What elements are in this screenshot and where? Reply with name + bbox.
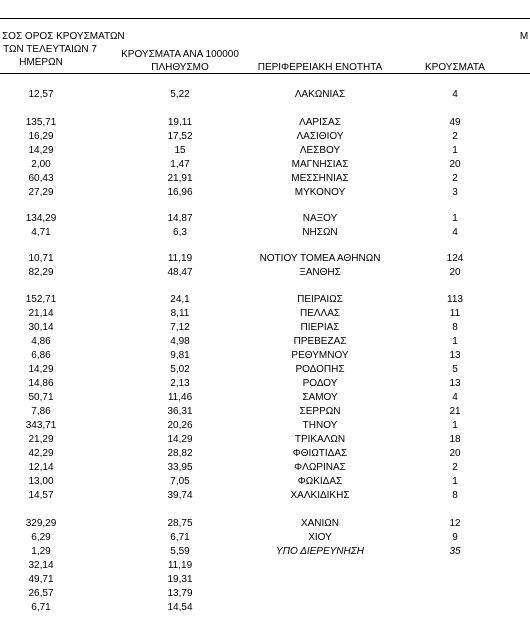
regional-unit-name: ΤΡΙΚΑΛΩΝ	[294, 434, 346, 445]
per100k-value: 11,19	[167, 253, 193, 264]
cases-value: 1	[452, 476, 458, 487]
regional-unit-name: ΡΕΘΥΜΝΟΥ	[291, 350, 349, 361]
per100k-value: 19,11	[167, 117, 193, 128]
avg-value: 1,29	[31, 546, 51, 557]
per100k-value: 4,98	[170, 336, 190, 347]
regional-unit-name: ΛΑΡΙΣΑΣ	[299, 117, 341, 128]
cases-value	[420, 587, 490, 600]
per100k-value: 17,52	[167, 131, 193, 142]
regional-unit-name	[250, 573, 390, 586]
cases-value: 3	[452, 187, 458, 198]
cases-value	[420, 559, 490, 572]
regional-unit-name: ΤΗΝΟΥ	[302, 420, 338, 431]
cases-value: 20	[449, 448, 461, 459]
header-per100k-line2: ΠΛΗΘΥΣΜΟ	[151, 62, 209, 73]
regional-unit-name: ΜΥΚΟΝΟΥ	[294, 187, 346, 198]
cases-value: 11	[449, 308, 461, 319]
regional-unit-name: ΝΑΞΟΥ	[302, 213, 338, 224]
per100k-value: 6,71	[170, 532, 190, 543]
regional-unit-name: ΡΟΔΟΠΗΣ	[295, 364, 345, 375]
per100k-value: 2,13	[170, 378, 190, 389]
avg-value: 14,29	[28, 364, 54, 375]
regional-unit-name: ΛΕΣΒΟΥ	[299, 145, 341, 156]
header-edge-letter: Μ	[519, 31, 529, 42]
avg-value: 343,71	[25, 420, 57, 431]
per100k-value: 5,22	[170, 89, 190, 100]
cases-value: 5	[452, 364, 458, 375]
regional-unit-name: ΦΛΩΡΙΝΑΣ	[294, 462, 346, 473]
header-avg-line1: ΣΟΣ ΟΡΟΣ ΚΡΟΥΣΜΑΤΩΝ	[2, 31, 125, 42]
avg-value: 60,43	[28, 173, 54, 184]
per100k-value: 16,96	[167, 187, 193, 198]
avg-value: 50,71	[28, 392, 54, 403]
header-per100k-line1: ΚΡΟΥΣΜΑΤΑ ΑΝΑ 100000	[121, 49, 239, 60]
header-avg-line3: ΗΜΕΡΩΝ	[19, 57, 63, 68]
cases-value: 2	[452, 131, 458, 142]
cases-value: 20	[449, 159, 461, 170]
avg-value: 14,29	[28, 145, 54, 156]
regional-unit-name: ΦΘΙΩΤΙΔΑΣ	[292, 448, 348, 459]
per100k-value: 11,46	[167, 392, 193, 403]
per100k-value: 5,02	[170, 364, 190, 375]
per100k-value: 39,74	[167, 490, 193, 501]
avg-value: 27,29	[28, 187, 54, 198]
header-cases: ΚΡΟΥΣΜΑΤΑ	[425, 62, 485, 73]
header-rule	[0, 73, 530, 74]
avg-value: 134,29	[25, 213, 57, 224]
avg-value: 152,71	[25, 294, 57, 305]
regional-unit-name: ΧΑΛΚΙΔΙΚΗΣ	[290, 490, 350, 501]
avg-value: 42,29	[28, 448, 54, 459]
cases-value: 35	[449, 546, 461, 557]
cases-value: 2	[452, 462, 458, 473]
regional-unit-name: ΡΟΔΟΥ	[302, 378, 338, 389]
cases-value: 13	[449, 378, 461, 389]
per100k-value: 13,79	[167, 588, 193, 599]
cases-value: 4	[452, 392, 458, 403]
avg-value: 21,14	[28, 308, 54, 319]
header-regional-unit: ΠΕΡΙΦΕΡΕΙΑΚΗ ΕΝΟΤΗΤΑ	[257, 62, 383, 73]
per100k-value: 28,82	[167, 448, 193, 459]
avg-value: 7,86	[31, 406, 51, 417]
avg-value: 14,86	[28, 378, 54, 389]
per100k-value: 36,31	[167, 406, 193, 417]
cases-value: 1	[452, 213, 458, 224]
avg-value: 329,29	[25, 518, 57, 529]
avg-value: 30,14	[28, 322, 54, 333]
cases-value: 9	[452, 532, 458, 543]
avg-value: 12,14	[28, 462, 54, 473]
regional-unit-name	[250, 559, 390, 572]
per100k-value: 5,59	[170, 546, 190, 557]
per100k-value: 14,54	[167, 602, 193, 613]
avg-value: 10,71	[28, 253, 54, 264]
regional-unit-name: ΥΠΟ ΔΙΕΡΕΥΝΗΣΗ	[276, 546, 364, 557]
regional-unit-name: ΧΑΝΙΩΝ	[300, 518, 340, 529]
per100k-value: 6,3	[173, 227, 187, 238]
avg-value: 6,29	[31, 532, 51, 543]
regional-unit-name: ΛΑΣΙΘΙΟΥ	[296, 131, 344, 142]
regional-unit-name: ΠΙΕΡΙΑΣ	[300, 322, 340, 333]
regional-unit-name: ΝΗΣΩΝ	[302, 227, 338, 238]
cases-value	[420, 573, 490, 586]
avg-value: 135,71	[25, 117, 57, 128]
regional-unit-name	[250, 601, 390, 614]
cases-value: 8	[452, 490, 458, 501]
regional-unit-name: ΛΑΚΩΝΙΑΣ	[294, 89, 346, 100]
per100k-value: 21,91	[167, 173, 193, 184]
cases-value: 49	[449, 117, 461, 128]
regional-unit-name: ΧΙΟΥ	[308, 532, 332, 543]
regional-unit-name: ΜΕΣΣΗΝΙΑΣ	[291, 173, 349, 184]
avg-value: 26,57	[28, 588, 54, 599]
cases-value: 4	[452, 227, 458, 238]
per100k-value: 14,29	[167, 434, 193, 445]
cases-value: 1	[452, 336, 458, 347]
regional-unit-name: ΝΟΤΙΟΥ ΤΟΜΕΑ ΑΘΗΝΩΝ	[259, 253, 381, 264]
cases-value: 113	[447, 294, 463, 305]
avg-value: 2,00	[31, 159, 51, 170]
regional-unit-name: ΠΡΕΒΕΖΑΣ	[293, 336, 347, 347]
cases-value: 13	[449, 350, 461, 361]
avg-value: 6,71	[31, 602, 51, 613]
regional-unit-name: ΣΕΡΡΩΝ	[299, 406, 341, 417]
regional-unit-name: ΜΑΓΝΗΣΙΑΣ	[291, 159, 349, 170]
per100k-value: 28,75	[167, 518, 193, 529]
avg-value: 4,86	[31, 336, 51, 347]
per100k-value: 19,31	[167, 574, 193, 585]
avg-value: 6,86	[31, 350, 51, 361]
per100k-value: 7,05	[170, 476, 190, 487]
regional-unit-name: ΞΑΝΘΗΣ	[299, 267, 341, 278]
per100k-value: 9,81	[170, 350, 190, 361]
regional-unit-name	[250, 587, 390, 600]
cases-value: 124	[446, 253, 464, 264]
per100k-value: 24,1	[170, 294, 190, 305]
avg-value: 16,29	[28, 131, 54, 142]
avg-value: 21,29	[28, 434, 54, 445]
per100k-value: 14,87	[167, 213, 193, 224]
per100k-value: 7,12	[170, 322, 190, 333]
top-rule	[0, 18, 530, 19]
cases-value: 2	[452, 173, 458, 184]
cases-value	[420, 601, 490, 614]
regional-unit-name: ΦΩΚΙΔΑΣ	[297, 476, 343, 487]
avg-value: 49,71	[28, 574, 54, 585]
avg-value: 12,57	[28, 89, 54, 100]
per100k-value: 8,11	[170, 308, 190, 319]
regional-unit-name: ΠΕΙΡΑΙΩΣ	[297, 294, 343, 305]
cases-value: 8	[452, 322, 458, 333]
cases-value: 21	[449, 406, 461, 417]
cases-value: 18	[449, 434, 461, 445]
avg-value: 13,00	[28, 476, 54, 487]
cases-value: 4	[452, 89, 458, 100]
avg-value: 82,29	[28, 267, 54, 278]
per100k-value: 15	[174, 145, 186, 156]
avg-value: 32,14	[28, 560, 54, 571]
header-avg-line2: ΤΩΝ ΤΕΛΕΥΤΑΙΩΝ 7	[3, 44, 97, 55]
cases-value: 20	[449, 267, 461, 278]
regional-unit-name: ΣΑΜΟΥ	[302, 392, 338, 403]
per100k-value: 48,47	[167, 267, 193, 278]
per100k-value: 20,26	[167, 420, 193, 431]
avg-value: 4,71	[31, 227, 51, 238]
per100k-value: 33,95	[167, 462, 193, 473]
cases-value: 12	[449, 518, 461, 529]
per100k-value: 11,19	[167, 560, 193, 571]
avg-value: 14,57	[28, 490, 54, 501]
cases-value: 1	[452, 420, 458, 431]
cases-value: 1	[452, 145, 458, 156]
regional-unit-name: ΠΕΛΛΑΣ	[299, 308, 341, 319]
per100k-value: 1,47	[170, 159, 190, 170]
